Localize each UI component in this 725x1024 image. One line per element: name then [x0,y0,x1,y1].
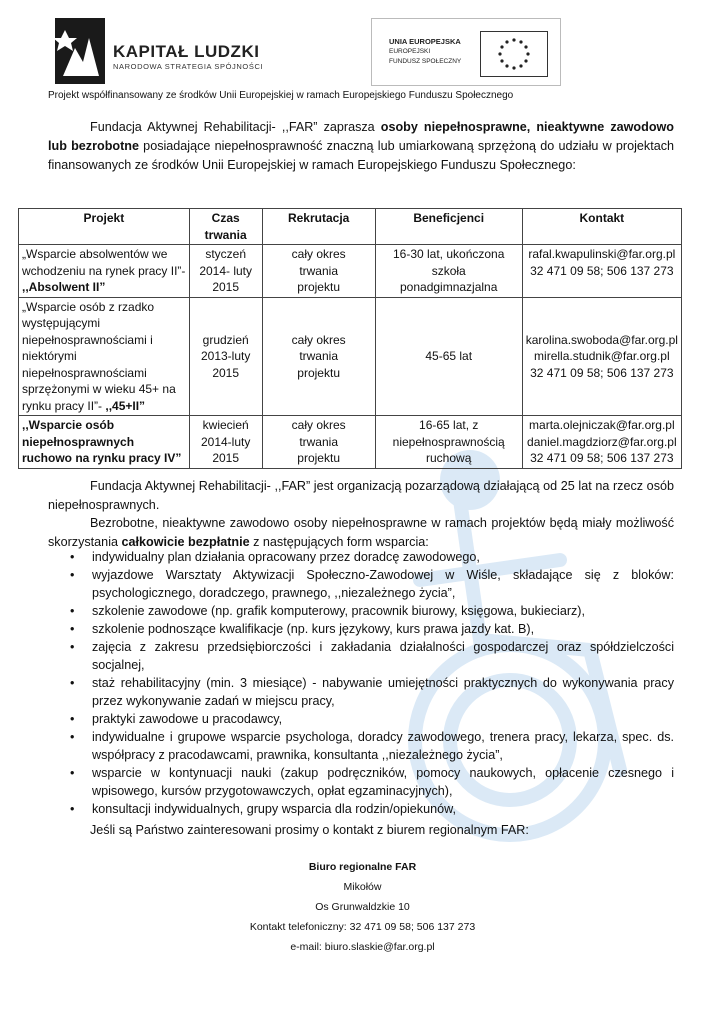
contact-cell [522,297,681,416]
recruitment-line: cały okres [291,418,346,432]
recruitment-cell [262,416,375,469]
office-phone: Kontakt telefoniczny: 32 471 09 58; 506 137 273 [249,921,476,933]
project-cell [19,416,190,469]
about-paragraph: Fundacja Aktywnej Rehabilitacji- ,,FAR” jest organizacją pozarządową działającą od 25 lat na rzecz osób niepełnosprawnych. [48,479,674,512]
list-item: • szkolenie podnoszące kwalifikacje (np. kurs językowy, kurs prawa jazdy kat. B), [48,620,674,638]
eu-logo-box [371,18,561,86]
project-short-name: ,,Absolwent II” [22,280,106,294]
beneficiaries-cell [375,245,522,298]
duration-line: 2015 [212,280,240,294]
recruitment-line: cały okres [291,332,346,347]
support-intro-paragraph [48,514,674,551]
project-cell [19,297,190,416]
col-header-beneficiaries: Beneficjenci [375,209,522,245]
body-paragraphs [48,477,674,551]
office-block [0,857,725,957]
beneficiaries-line: szkoła [431,263,466,278]
recruitment-line: projektu [297,280,340,294]
contact-email[interactable]: marta.olejniczak@far.org.pl [529,418,675,432]
recruitment-line: projektu [297,451,340,465]
recruitment-line: trwania [299,434,338,449]
recruitment-line: projektu [297,365,340,380]
list-item: • praktyki zawodowe u pracodawcy, [48,710,674,728]
beneficiaries-cell [375,416,522,469]
recruitment-cell [262,297,375,416]
office-email[interactable]: e-mail: biuro.slaskie@far.org.pl [290,941,435,953]
beneficiaries-line: 16-65 lat, z [419,418,479,432]
intro-part1: Fundacja Aktywnej Rehabilitacji- ,,FAR” zaprasza [90,120,381,134]
list-item: • wsparcie w kontynuacji nauki (zakup podręczników, pomocy naukowych, opłacenie czesnego i wpisowego, kursów przygotowawczych, opłat egzaminacyjnych), [48,764,674,800]
contact-prompt: Jeśli są Państwo zainteresowani prosimy o kontakt z biurem regionalnym FAR: [90,823,529,837]
recruitment-line: trwania [299,263,338,278]
office-city: Mikołów [343,881,382,893]
duration-line: 2014- luty [199,263,253,278]
table-row [19,245,682,298]
beneficiaries-line: ruchową [426,451,472,465]
kl-subtitle: NARODOWA STRATEGIA SPÓJNOŚCI [113,62,264,71]
table-header-row [19,209,682,245]
list-item: • indywidualny plan działania opracowany przez doradcę zawodowego, [48,548,674,566]
list-item: • konsultacji indywidualnych, grupy wsparcia dla rodzin/opiekunów, [48,800,674,818]
duration-line: kwiecień [202,418,249,432]
contact-email[interactable]: daniel.magdziorz@far.org.pl [527,434,677,449]
duration-cell [189,297,262,416]
project-text: „Wsparcie osób z rzadko występującymi niepełnosprawnościami i niektórymi niepełnosprawnościami sprzężonymi w wieku 45+ na rynku pracy II”- [22,299,176,413]
support-intro-part2: z następujących form wsparcia: [249,534,429,549]
list-item: • indywidualne i grupowe wsparcie psychologa, doradcy zawodowego, trenera pracy, lekarza, spec. ds. współpracy z pracodawcami, prawnika, konsultanta ,,niezależnego życia”, [48,728,674,764]
contact-email[interactable]: mirella.studnik@far.org.pl [534,349,670,363]
support-intro-part1: Bezrobotne, nieaktywne zawodowo osoby niepełnosprawne w ramach projektów będą miały możliwość skorzystania [48,516,674,549]
table-row [19,416,682,469]
recruitment-line: trwania [299,349,338,363]
cofinance-note: Projekt współfinansowany ze środków Unii Europejskiej w ramach Europejskiego Funduszu Społecznego [48,90,514,101]
intro-bold: osoby niepełnosprawne, nieaktywne zawodowo lub bezrobotne [48,120,674,153]
eu-line2: EUROPEJSKI [389,48,431,55]
projects-table [18,208,682,469]
beneficiaries-line: ponadgimnazjalna [400,280,498,294]
intro-paragraph [48,118,674,175]
duration-line: 2015 [212,365,240,380]
duration-line: 2015 [212,451,240,465]
list-item: • wyjazdowe Warsztaty Aktywizacji Społeczno-Zawodowej w Wiśle, składające się z bloków: psychologicznego, doradczego, prawnego, ,,niezależnego życia”, [48,566,674,602]
col-header-contact: Kontakt [522,209,681,245]
table-row [19,297,682,416]
list-item: • staż rehabilitacyjny (min. 3 miesiące) - nabywanie umiejętności praktycznych do wykonywania pracy przez wykonywanie zadań w miejscu pracy, [48,674,674,710]
office-title: Biuro regionalne FAR [308,861,417,873]
beneficiaries-line: niepełnosprawnością [392,434,505,449]
duration-line: styczeń [205,247,247,261]
kl-title: KAPITAŁ LUDZKI [113,42,260,61]
project-text: „Wsparcie absolwentów we wchodzeniu na rynek pracy II”- [22,247,186,278]
col-header-project: Projekt [19,209,190,245]
contact-phone: 32 471 09 58; 506 137 273 [530,365,674,380]
page-header [0,0,725,110]
support-list [48,548,674,818]
intro-part2: posiadające niepełnosprawność znaczną lub umiarkowaną sprzężoną do udziału w projektach finansowanych ze środków Unii Europejskiej w ramach Europejskiego Funduszu Społecznego: [48,139,674,172]
contact-phone: 32 471 09 58; 506 137 273 [530,263,674,278]
duration-line: 2013-luty [200,349,251,363]
contact-email[interactable]: rafal.kwapulinski@far.org.pl [528,247,676,261]
beneficiaries-cell [375,297,522,416]
duration-line: grudzień [202,332,249,347]
eu-line1: UNIA EUROPEJSKA [389,37,461,46]
support-intro-bold: całkowicie bezpłatnie [121,534,250,549]
contact-phone: 32 471 09 58; 506 137 273 [530,451,674,465]
office-street: Os Grunwaldzkie 10 [315,901,410,913]
list-item: • szkolenie zawodowe (np. grafik komputerowy, pracownik biurowy, księgowa, bukieciarz), [48,602,674,620]
project-cell [19,245,190,298]
contact-cell [522,245,681,298]
kapital-ludzki-logo-icon [55,18,105,84]
col-header-recruitment: Rekrutacja [262,209,375,245]
col-header-duration: Czas trwania [189,209,262,245]
eu-flag-icon [480,31,548,77]
recruitment-line: cały okres [291,247,346,261]
contact-email[interactable]: karolina.swoboda@far.org.pl [525,332,678,347]
duration-line: 2014-luty [200,434,251,449]
duration-cell [189,245,262,298]
project-short-name: ,,45+II” [105,398,146,413]
contact-cell [522,416,681,469]
duration-cell [189,416,262,469]
beneficiaries-line: 45-65 lat [425,349,473,363]
project-short-name: ,,Wsparcie osób niepełnosprawnych ruchowo na rynku pracy IV” [22,418,182,465]
recruitment-cell [262,245,375,298]
eu-line3: FUNDUSZ SPOŁECZNY [389,58,462,65]
beneficiaries-line: 16-30 lat, ukończona [392,247,505,261]
list-item: • zajęcia z zakresu przedsiębiorczości i zakładania działalności gospodarczej oraz spółdzielczości socjalnej, [48,638,674,674]
